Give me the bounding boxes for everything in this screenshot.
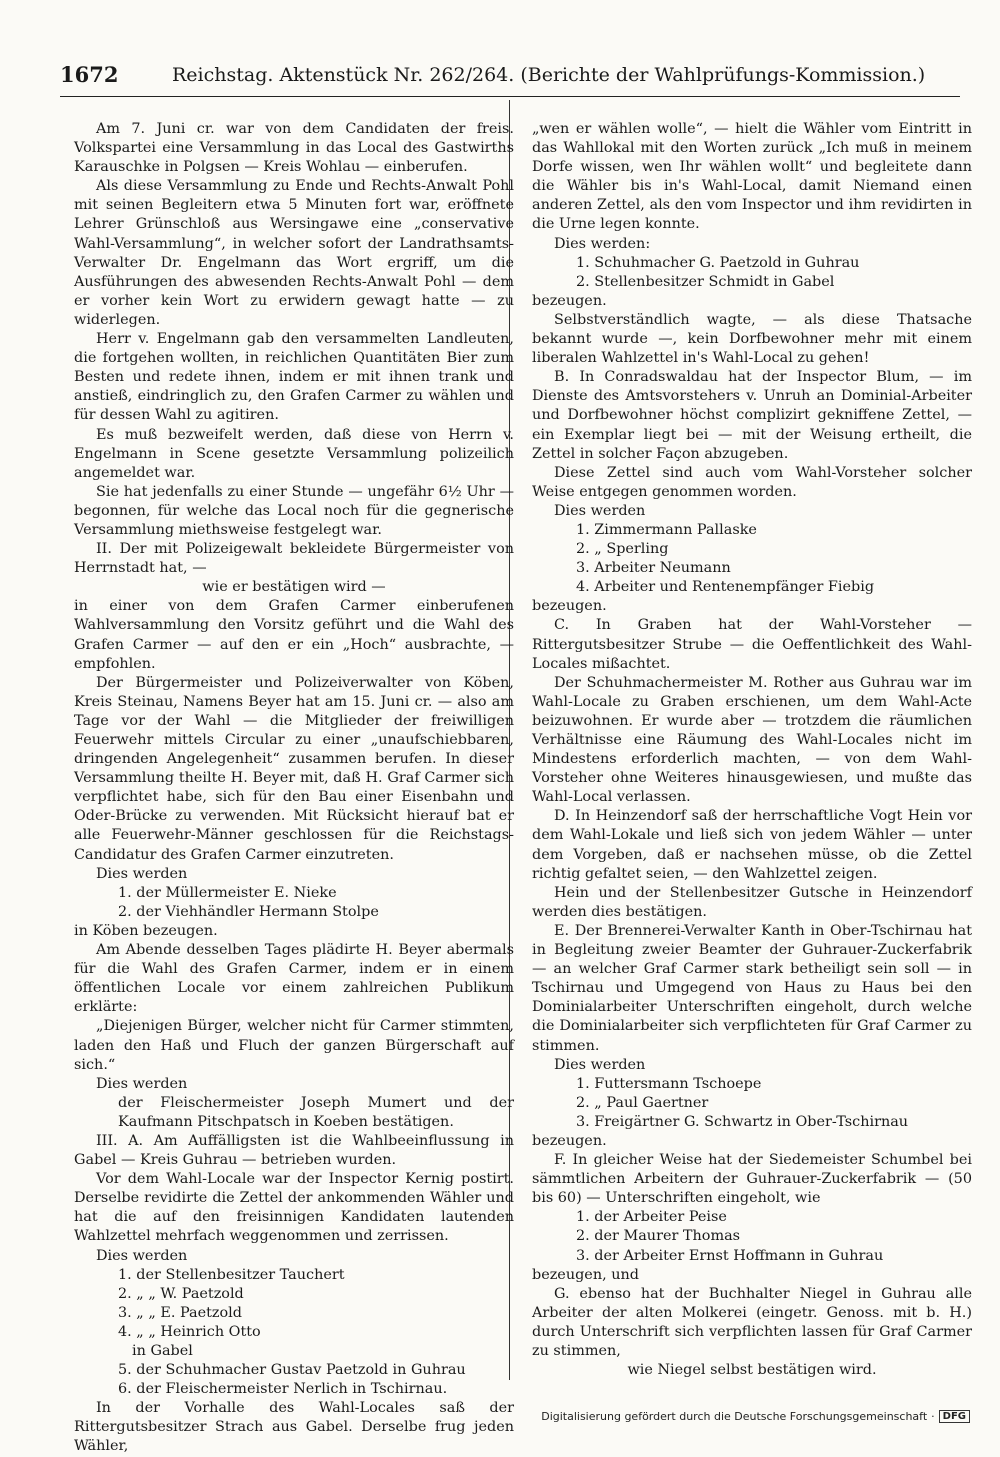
paragraph: In der Vorhalle des Wahl-Locales saß der Rittergutsbesitzer Strach aus Gabel. Derselbe frug jeden Wähler, [74,1400,514,1455]
paragraph: Hein und der Stellenbesitzer Gutsche in Heinzendorf werden dies bestätigen. [532,884,972,920]
footer-credit: Digitalisierung gefördert durch die Deutsche Forschungsgemeinschaft [541,1410,928,1423]
paragraph: 1. Schuhmacher G. Paetzold in Guhrau [576,254,860,271]
footer: Digitalisierung gefördert durch die Deutsche Forschungsgemeinschaft · DFG [541,1410,970,1423]
paragraph: III. A. Am Auffälligsten ist die Wahlbeeinflussung in Gabel — Kreis Guhrau — betrieben wurden. [74,1132,514,1169]
paragraph: E. Der Brennerei-Verwalter Kanth in Ober-Tschirnau hat in Begleitung zweier Beamter der Guhrauer-Zuckerfabrik — an welcher Graf Carmer stark betheiligt sein soll — in Tschirnau und Umgegend von Haus zu Haus bei den Dominialarbeiter Unterschriften eingeholt, durch welche die Dominialarbeiter sich verpflichteten für Graf Carmer zu stimmen. [532,922,972,1054]
paragraph: 4. „ „ Heinrich Otto [118,1323,261,1340]
paragraph: 2. „ Sperling [576,541,669,558]
paragraph: bezeugen. [532,292,607,309]
paragraph: Dies werden [554,1056,646,1073]
paragraph: B. In Conradswaldau hat der Inspector Blum, — im Dienste des Amtsvorstehers v. Unruh an Dominial-Arbeiter und Dorfbewohner höchst complizirt gekniffene Zettel, — ein Exemplar liegt bei — mit der Weisung ertheilt, die Zettel in solcher Façon abzugeben. [532,369,972,462]
paragraph: Am Abende desselben Tages plädirte H. Beyer abermals für die Wahl des Grafen Carmer, indem er in einem öffentlichen Locale vor einem zahlreichen Publikum erklärte: [74,942,514,1016]
paragraph: Herr v. Engelmann gab den versammelten Landleuten, die fortgehen wollten, in reichlichen Quantitäten Bier zum Besten und redete ihnen, indem er mit ihnen trank und anstieß, eindringlich zu, den Grafen Carmer zu wählen und für dessen Wahl zu agitiren. [74,331,514,424]
paragraph: 2. „ Paul Gaertner [576,1094,709,1111]
paragraph: in Gabel [132,1343,193,1359]
paragraph: 1. der Arbeiter Peise [576,1209,727,1226]
paragraph: II. Der mit Polizeigewalt bekleidete Bürgermeister von Herrnstadt hat, — [74,541,514,577]
paragraph: 3. Arbeiter Neumann [576,560,731,577]
paragraph: D. In Heinzendorf saß der herrschaftliche Vogt Hein vor dem Wahl-Lokale und ließ sich von jedem Wähler — unter dem Vorgeben, daß er nachsehen müsse, ob die Zettel richtig gefaltet seien, — den Wahlzettel zeigen. [532,808,972,882]
paragraph: in einer von dem Grafen Carmer einberufenen Wahlversammlung den Vorsitz geführt und die Wahl des Grafen Carmer — auf den er ein „Hoch“ ausbrachte, — empfohlen. [74,598,514,672]
paragraph: G. ebenso hat der Buchhalter Niegel in Guhrau alle Arbeiter der alten Molkerei (eingetr. Genoss. mit b. H.) durch Unterschrift sich verpflichten lassen für Graf Carmer zu stimmen, [532,1285,972,1359]
paragraph: 1. Futtersmann Tschoepe [576,1075,762,1092]
paragraph: 1. der Stellenbesitzer Tauchert [118,1266,345,1283]
paragraph: bezeugen. [532,598,607,615]
paragraph: Dies werden [96,1075,188,1092]
paragraph: wie er bestätigen wird — [202,579,386,596]
paragraph: 4. Arbeiter und Rentenempfänger Fiebig [576,579,875,596]
page-number: 1672 [60,62,119,87]
paragraph: „Diejenigen Bürger, welcher nicht für Carmer stimmten, laden den Haß und Fluch der ganzen Bürgerschaft auf sich.“ [74,1018,514,1073]
paragraph: Der Bürgermeister und Polizeiverwalter von Köben, Kreis Steinau, Namens Beyer hat am 15. Juni cr. — also am Tage vor der Wahl — die Mitglieder der freiwilligen Feuerwehr mittels Circular zu einer „unaufschiebbaren, dringenden Angelegenheit“ zusammen berufen. In dieser Versammlung theilte H. Beyer mit, daß H. Graf Carmer sich verpflichtet habe, sich für den Bau einer Eisenbahn und Oder-Brücke zu verwenden. Mit Rücksicht hierauf bat er alle Feuerwehr-Männer geschlossen für die Reichstags-Candidatur des Grafen Carmer einzutreten. [74,674,514,863]
paragraph: Als diese Versammlung zu Ende und Rechts-Anwalt Pohl mit seinen Begleitern etwa 5 Minuten fort war, eröffnete Lehrer Grünschloß aus Wersingawe eine „conservative Wahl-Versammlung“, in welcher sofort der Landrathsamts-Verwalter Dr. Engelmann das Wort ergriff, um die Ausführungen des abwesenden Rechts-Anwalt Pohl — dem er vorher kein Wort zu erwidern gewagt hatte — zu widerlegen. [74,178,514,328]
paragraph: 2. der Viehhändler Hermann Stolpe [118,903,379,920]
paragraph: Am 7. Juni cr. war von dem Candidaten der freis. Volkspartei eine Versammlung in das Local des Gastwirths Karauschke in Polgsen — Kreis Wohlau — einberufen. [74,121,514,176]
paragraph: 3. der Arbeiter Ernst Hoffmann in Guhrau [576,1247,884,1264]
paragraph: in Köben bezeugen. [74,922,218,939]
paragraph: 2. Stellenbesitzer Schmidt in Gabel [576,273,835,290]
page-header [60,56,960,97]
dfg-logo: DFG [939,1410,970,1423]
paragraph: 2. „ „ W. Paetzold [118,1285,244,1302]
paragraph: Vor dem Wahl-Locale war der Inspector Kernig postirt. Derselbe revidirte die Zettel der ankommenden Wähler und hat die auf den freisinnigen Kandidaten lautenden Wahlzettel mehrfach weggenommen und zerrissen. [74,1171,514,1245]
paragraph: Dies werden [554,502,646,519]
paragraph: Diese Zettel sind auch vom Wahl-Vorsteher solcher Weise entgegen genommen worden. [532,464,972,500]
paragraph: wie Niegel selbst bestätigen wird. [627,1362,877,1379]
paragraph: 6. der Fleischermeister Nerlich in Tschirnau. [118,1381,448,1398]
paragraph: bezeugen, und [532,1266,639,1283]
paragraph: 1. der Müllermeister E. Nieke [118,884,337,901]
paragraph: Selbstverständlich wagte, — als diese Thatsache bekannt wurde —, kein Dorfbewohner mehr mit einem liberalen Wahlzettel in's Wahl-Local zu gehen! [532,311,972,367]
paragraph: der Fleischermeister Joseph Mumert und der Kaufmann Pitschpatsch in Koeben bestätigen. [118,1094,514,1130]
paragraph: Sie hat jedenfalls zu einer Stunde — ungefähr 6½ Uhr — begonnen, für welche das Local noch für die gegnerische Versammlung miethsweise festgelegt war. [74,483,514,538]
paragraph: „wen er wählen wolle“, — hielt die Wähler vom Eintritt in das Wahllokal mit den Worten zurück „Ich muß in meinem Dorfe wissen, wen Ihr wählen wollt“ und begleitete dann die Wähler bis in's Wahl-Local, damit Niemand einen anderen Zettel, als den vom Inspector und ihm revidirten in die Urne legen konnte. [532,121,972,233]
paragraph: 5. der Schuhmacher Gustav Paetzold in Guhrau [118,1362,466,1379]
paragraph: Dies werden: [554,235,651,252]
paragraph: 3. „ „ E. Paetzold [118,1304,242,1321]
right-column [532,120,972,1380]
paragraph: C. In Graben hat der Wahl-Vorsteher — Rittergutsbesitzer Strube — die Oeffentlichkeit des Wahl-Locales mißachtet. [532,617,972,672]
left-column [74,120,514,1457]
paragraph: 3. Freigärtner G. Schwartz in Ober-Tschirnau [576,1113,909,1130]
paragraph: bezeugen. [532,1132,607,1149]
running-title: Reichstag. Aktenstück Nr. 262/264. (Berichte der Wahlprüfungs-Kommission.) [172,64,926,86]
paragraph: 2. der Maurer Thomas [576,1228,741,1245]
paragraph: 1. Zimmermann Pallaske [576,521,757,538]
paragraph: F. In gleicher Weise hat der Siedemeister Schumbel bei sämmtlichen Arbeitern der Guhrauer-Zuckerfabrik — (50 bis 60) — Unterschriften eingeholt, wie [532,1152,972,1207]
paragraph: Dies werden [96,865,188,882]
paragraph: Dies werden [96,1247,188,1264]
paragraph: Der Schuhmachermeister M. Rother aus Guhrau war im Wahl-Locale zu Graben erschienen, um dem Wahl-Acte beizuwohnen. Er wurde aber — trotzdem die räumlichen Verhältnisse eine Räumung des Wahl-Locales nicht im Mindestens erforderlich machten, — von dem Wahl-Vorsteher ohne Weiteres hinausgewiesen, und mußte das Wahl-Local verlassen. [532,674,972,806]
paragraph: Es muß bezweifelt werden, daß diese von Herrn v. Engelmann in Scene gesetzte Versammlung polizeilich angemeldet war. [74,426,514,481]
